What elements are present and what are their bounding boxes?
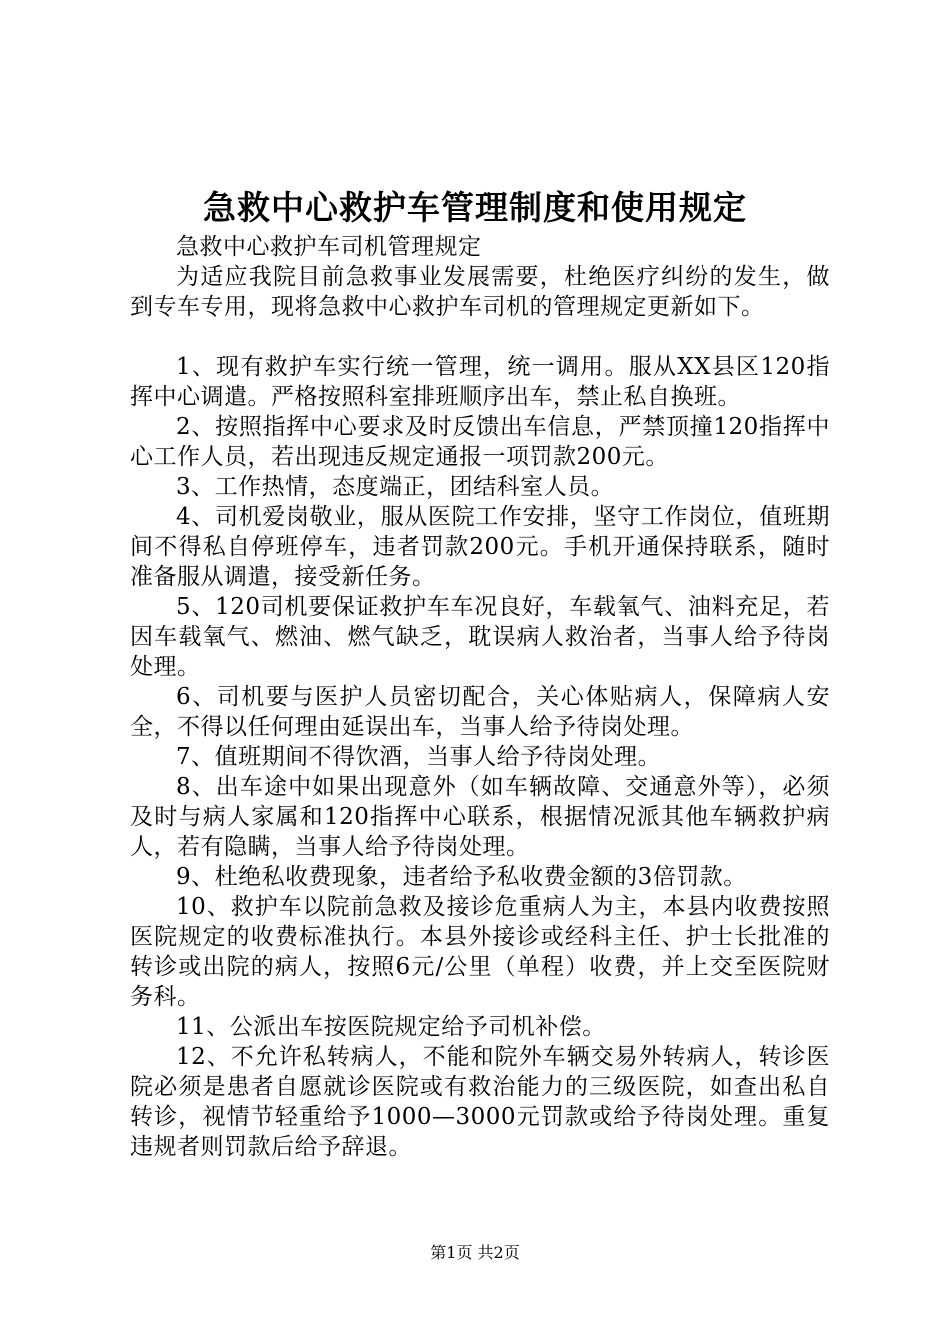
- rule-item-12: 12、不允许私转病人，不能和院外车辆交易外转病人，转诊医院必须是患者自愿就诊医院或有救治能力的三级医院，如查出私自转诊，视情节轻重给予1000—3000元罚款或给予待岗处理。重复违规者则罚款后给予辞退。: [130, 1044, 830, 1160]
- document-title: 急救中心救护车管理制度和使用规定: [203, 188, 747, 227]
- rule-item-6: 6、司机要与医护人员密切配合，关心体贴病人，保障病人安全，不得以任何理由延误出车，当事人给予待岗处理。: [130, 684, 830, 740]
- rule-item-3: 3、工作热情，态度端正，团结科室人员。: [176, 474, 615, 500]
- rule-item-11: 11、公派出车按医院规定给予司机补偿。: [176, 1014, 606, 1040]
- rule-item-10: 10、救护车以院前急救及接诊危重病人为主，本县内收费按照医院规定的收费标准执行。本县外接诊或经科主任、护士长批准的转诊或出院的病人，按照6元/公里（单程）收费，并上交至医院财务科。: [130, 894, 830, 1010]
- page-number-footer: 第1页 共2页: [430, 1243, 520, 1262]
- section-heading: 急救中心救护车司机管理规定: [176, 234, 482, 260]
- document-body: [130, 232, 830, 1162]
- rule-item-5: 5、120司机要保证救护车车况良好，车载氧气、油料充足，若因车载氧气、燃油、燃气缺乏，耽误病人救治者，当事人给予待岗处理。: [130, 594, 830, 680]
- rule-item-2: 2、按照指挥中心要求及时反馈出车信息，严禁顶撞120指挥中心工作人员，若出现违反规定通报一项罚款200元。: [130, 414, 830, 470]
- rule-item-1: 1、现有救护车实行统一管理，统一调用。服从XX县区120指挥中心调遣。严格按照科室排班顺序出车，禁止私自换班。: [130, 354, 830, 410]
- rule-item-4: 4、司机爱岗敬业，服从医院工作安排，坚守工作岗位，值班期间不得私自停班停车，违者罚款200元。手机开通保持联系，随时准备服从调遣，接受新任务。: [130, 504, 830, 590]
- rule-item-9: 9、杜绝私收费现象，违者给予私收费金额的3倍罚款。: [176, 864, 747, 890]
- intro-paragraph: 为适应我院目前急救事业发展需要，杜绝医疗纠纷的发生，做到专车专用，现将急救中心救护车司机的管理规定更新如下。: [130, 264, 830, 320]
- rule-item-7: 7、值班期间不得饮酒，当事人给予待岗处理。: [176, 744, 662, 770]
- rule-item-8: 8、出车途中如果出现意外（如车辆故障、交通意外等），必须及时与病人家属和120指挥中心联系，根据情况派其他车辆救护病人，若有隐瞒，当事人给予待岗处理。: [130, 774, 830, 860]
